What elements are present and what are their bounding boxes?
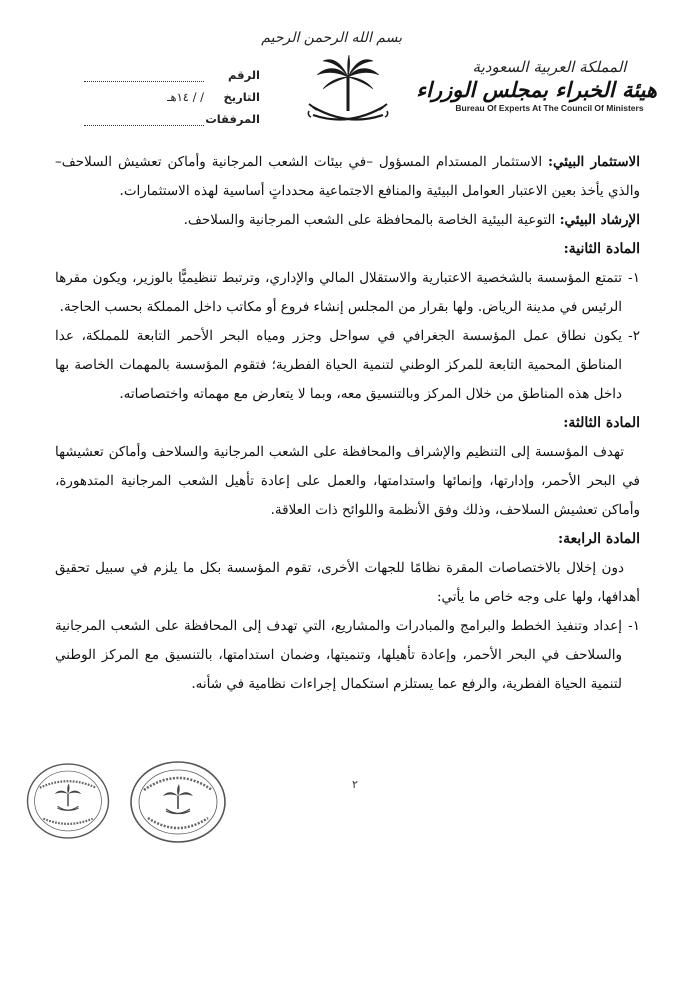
definition-text: الاستثمار المستدام المسؤول –في بيئات الشعب المرجانية وأماكن تعشيش السلاحف– والذي يأخذ بعين الاعتبار العوامل البيئية والمنافع الاجتماعية محدداتٍ أساسية لهذه الاستثمارات. (55, 154, 640, 199)
ref-number-label: الرقم (228, 68, 260, 82)
letter-meta-block (60, 60, 260, 126)
official-stamp-icon (128, 752, 228, 852)
article-3-text: تهدف المؤسسة إلى التنظيم والإشراف والمحافظة على الشعب المرجانية والسلاحف وأماكن تعشيشها في البحر الأحمر، وإدارتها، وإنمائها واستدامتها، والعمل على إعادة تأهيل الشعب المرجانية المتدهورة، وأماكن تعشيش السلاحف، وذلك وفق الأنظمة واللوائح ذات العلاقة. (55, 444, 640, 518)
official-stamp-icon (24, 757, 112, 845)
article-2-heading: المادة الثانية: (563, 241, 640, 257)
item-number: ١- (628, 618, 640, 634)
definition-environmental-guidance (55, 206, 640, 235)
date-label: التاريخ (223, 90, 260, 104)
article-2-item-1 (55, 264, 640, 322)
date-row (60, 82, 260, 104)
attachments-label: المرفقات (205, 112, 260, 126)
country-name: المملكة العربية السعودية (472, 58, 627, 76)
item-number: ١- (628, 270, 640, 286)
organisation-name-english: Bureau Of Experts At The Council Of Ministers (455, 103, 644, 113)
attachments-line (84, 113, 204, 126)
letterhead-organisation (416, 58, 657, 113)
basmala-calligraphy: بسم الله الرحمن الرحيم (261, 30, 402, 46)
item-number: ٢- (628, 328, 640, 344)
definition-term: الاستثمار البيئي: (547, 154, 640, 170)
page-number: ٢ (352, 778, 358, 791)
article-2-item-2 (55, 322, 640, 409)
item-text: تتمتع المؤسسة بالشخصية الاعتبارية والاستقلال المالي والإداري، وترتبط تنظيميًّا بالوزير، ويكون مقرها الرئيس في مدينة الرياض. ولها بقرار من المجلس إنشاء فروع أو مكاتب داخل المملكة بحسب الحاجة. (55, 270, 622, 315)
ref-number-row (60, 60, 260, 82)
article-3-heading: المادة الثالثة: (563, 415, 640, 431)
definition-text: التوعية البيئية الخاصة بالمحافظة على الشعب المرجانية والسلاحف. (183, 212, 560, 228)
date-value: / / ١٤هـ (167, 90, 204, 104)
ref-number-line (84, 69, 204, 82)
article-4-item-1 (55, 612, 640, 699)
article-4-heading: المادة الرابعة: (557, 531, 640, 547)
definition-environmental-investment (55, 148, 640, 206)
organisation-name-arabic: هيئة الخبراء بمجلس الوزراء (416, 77, 657, 102)
article-4-intro: دون إخلال بالاختصاصات المقرة نظامًا للجهات الأخرى، تقوم المؤسسة بكل ما يلزم في سبيل تحقيق أهدافها، ولها على وجه خاص ما يأتي: (55, 560, 640, 605)
attachments-row (60, 104, 260, 126)
palm-swords-emblem-icon (303, 55, 393, 130)
item-text: إعداد وتنفيذ الخطط والبرامج والمبادرات والمشاريع، التي تهدف إلى المحافظة على الشعب المرجانية والسلاحف في البحر الأحمر، وإعادة تأهيلها، وتنميتها، وضمان استدامتها، بالتنسيق مع المركز الوطني لتنمية الحياة الفطرية، والرفع عما يستلزم استكمال إجراءات نظامية في شأنه. (55, 618, 622, 692)
item-text: يكون نطاق عمل المؤسسة الجغرافي في سواحل وجزر ومياه البحر الأحمر التابعة للمملكة، عدا المناطق المحمية التابعة للمركز الوطني لتنمية الحياة الفطرية؛ فتقوم المؤسسة بالمهمات الخاصة بها داخل هذه المناطق من خلال المركز وبالتنسيق معه، وبما لا يتعارض مع مهماته واختصاصاته. (55, 328, 622, 402)
definition-term: الإرشاد البيئي: (559, 212, 640, 228)
document-body (55, 148, 640, 699)
